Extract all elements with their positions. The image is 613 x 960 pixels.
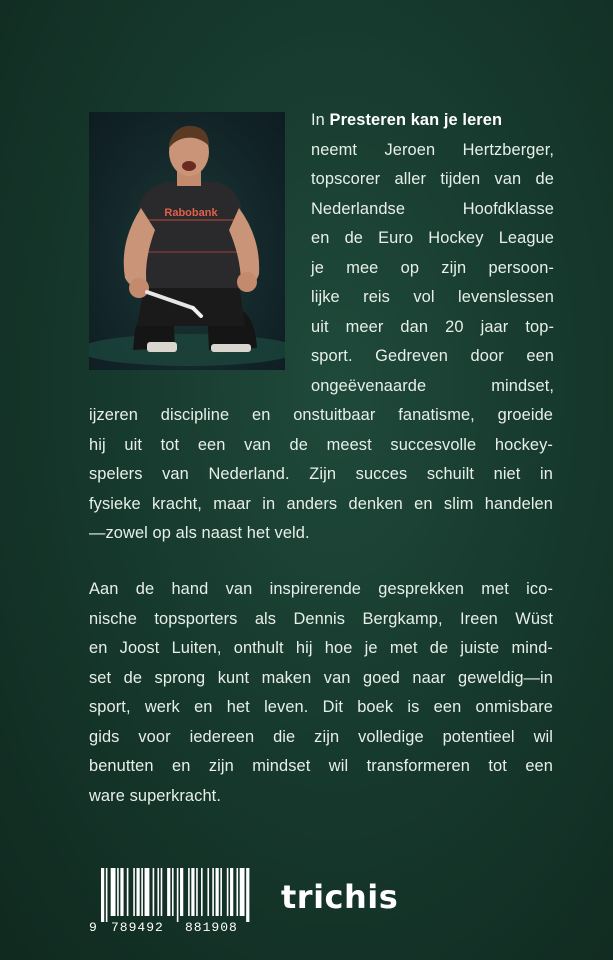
blurb-line: nische topsporters als Dennis Bergkamp, Ireen Wüst	[89, 609, 553, 628]
barcode-bar	[153, 868, 155, 916]
barcode-bar	[101, 868, 104, 922]
barcode-bar	[161, 868, 163, 916]
book-title: Presteren kan je leren	[329, 111, 503, 129]
barcode-digit-first: 9	[89, 920, 98, 935]
barcode-digits-group-2: 881908	[185, 920, 238, 935]
barcode-bar	[106, 868, 108, 922]
barcode-bar	[133, 868, 135, 916]
barcode-digits-group-1: 789492	[111, 920, 164, 935]
barcode-bar	[188, 868, 190, 916]
blurb-line: —zowel op als naast het veld.	[89, 524, 310, 542]
barcode-bar	[207, 868, 209, 916]
blurb-full-block	[89, 401, 553, 549]
barcode-bar	[117, 868, 119, 916]
barcode-bar	[227, 868, 229, 916]
jersey-sponsor-text: Rabobank	[164, 207, 218, 219]
blurb-line: set de sprong kunt maken van goed naar geweldig—in	[89, 668, 553, 687]
isbn-barcode	[89, 862, 257, 942]
blurb-line: spelers van Nederland. Zijn succes schuilt niet in	[89, 465, 553, 483]
blurb-title-line	[311, 106, 554, 136]
blurb-line: hij uit tot een van de meest succesvolle hockey-	[89, 435, 553, 454]
blurb-line: benutten en zijn mindset wil transformeren tot een	[89, 757, 553, 775]
barcode-bar	[120, 868, 123, 916]
barcode-bar	[180, 868, 183, 916]
barcode-bar	[157, 868, 159, 916]
barcode-bars	[101, 868, 251, 922]
blurb-line: ongeëvenaarde mindset,	[311, 376, 554, 395]
blurb-line: uit meer dan 20 jaar top-	[311, 317, 554, 336]
blurb-line: je mee op zijn persoon-	[311, 258, 554, 277]
blurb-line: topscorer aller tijden van de	[311, 170, 554, 188]
barcode-bar	[246, 868, 249, 922]
blurb-intro-word: In	[311, 111, 325, 129]
blurb-wrapped-block	[311, 106, 554, 401]
blurb-line: sport, werk en het leven. Dit boek is een onmisbare	[89, 698, 553, 716]
barcode-bar	[236, 868, 238, 916]
barcode-bar	[127, 868, 129, 916]
barcode-bar	[212, 868, 214, 916]
barcode-bar	[220, 868, 222, 916]
barcode-bar	[141, 868, 143, 916]
blurb-line: neemt Jeroen Hertzberger,	[311, 140, 554, 159]
barcode-bar	[145, 868, 150, 916]
barcode-bar	[196, 868, 198, 916]
barcode-bar	[177, 868, 179, 922]
blurb-line: Nederlandse Hoofdklasse	[311, 199, 554, 218]
blurb-line: ijzeren discipline en onstuitbaar fanatisme, groeide	[89, 406, 553, 424]
barcode-bar	[230, 868, 233, 916]
blurb-line: lijke reis vol levenslessen	[311, 288, 554, 306]
barcode-bar	[111, 868, 116, 916]
player-illustration	[89, 112, 285, 370]
blurb-line: fysieke kracht, maar in anders denken en slim handelen	[89, 494, 553, 513]
blurb-paragraph-2	[89, 575, 553, 811]
barcode-bar	[240, 868, 245, 916]
barcode-bar	[201, 868, 203, 916]
barcode-bar	[191, 868, 194, 916]
barcode-bar	[172, 868, 174, 916]
blurb-line: gids voor iedereen die zijn volledige potentieel wil	[89, 727, 553, 746]
publisher-logo: trichis	[281, 878, 399, 916]
barcode-bar	[216, 868, 219, 916]
blurb-line: en de Euro Hockey League	[311, 229, 554, 247]
player-photo	[89, 112, 285, 370]
barcode-bar	[136, 868, 139, 916]
blurb-line: en Joost Luiten, onthult hij hoe je met de juiste mind-	[89, 639, 553, 657]
blurb-line: sport. Gedreven door een	[311, 347, 554, 365]
blurb-line: ware superkracht.	[89, 786, 221, 805]
barcode-bar	[167, 868, 170, 916]
blurb-line: Aan de hand van inspirerende gesprekken met ico-	[89, 580, 553, 598]
